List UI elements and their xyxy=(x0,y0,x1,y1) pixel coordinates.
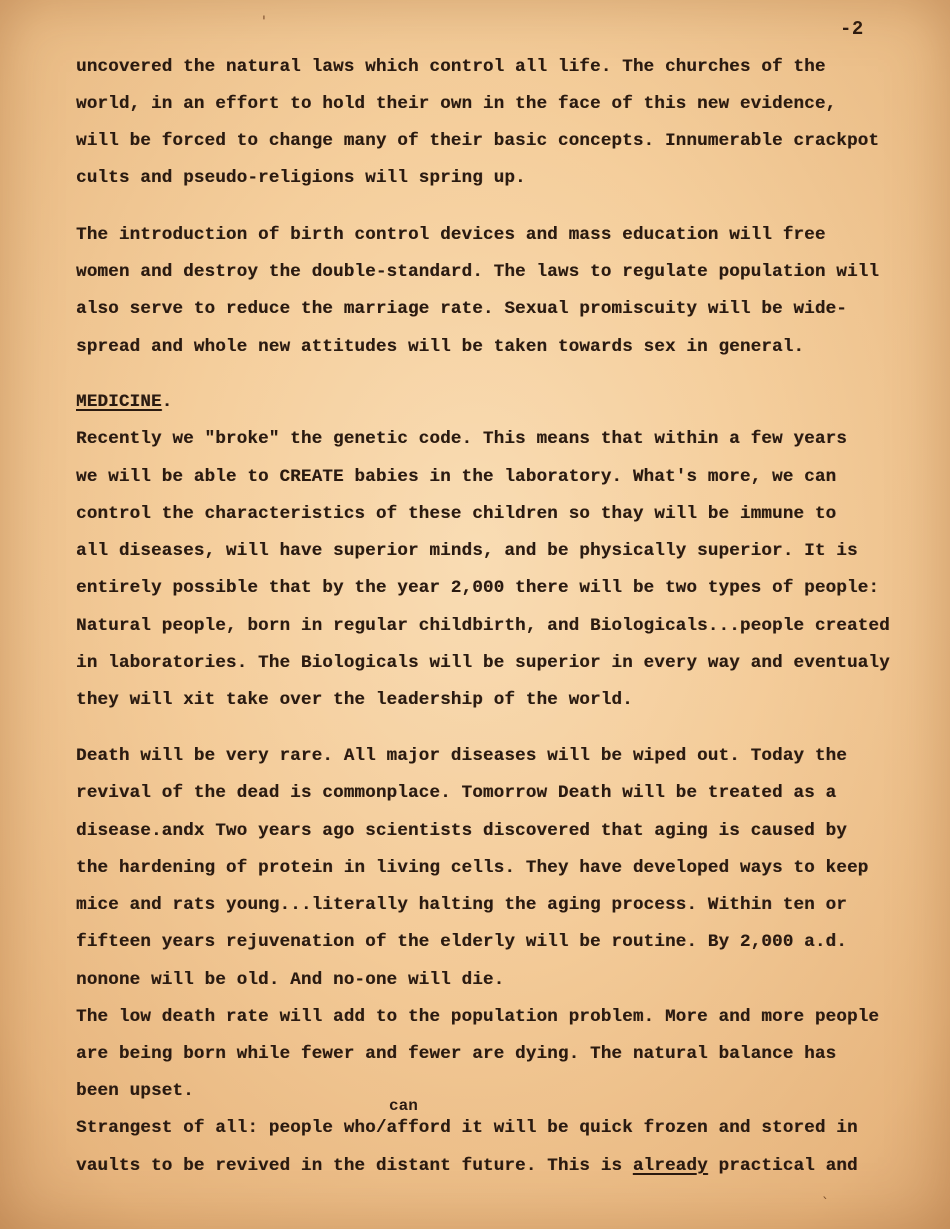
paragraph-3-line-4: all diseases, will have superior minds, and be physically superior. It is xyxy=(76,541,858,561)
paragraph-4-line-1: Death will be very rare. All major diseases will be wiped out. Today the xyxy=(76,746,847,766)
paragraph-1-line-3: will be forced to change many of their basic concepts. Innumerable crackpot xyxy=(76,131,880,151)
paragraph-2-line-2: women and destroy the double-standard. The laws to regulate population will xyxy=(76,262,880,282)
paragraph-3-line-5: entirely possible that by the year 2,000 there will be two types of people: xyxy=(76,578,880,598)
section-heading xyxy=(76,391,172,413)
paragraph-3-line-7: in laboratories. The Biologicals will be superior in every way and eventualy xyxy=(76,653,890,673)
paragraph-1-line-2: world, in an effort to hold their own in the face of this new evidence, xyxy=(76,94,837,114)
paper-speck: ` xyxy=(822,1196,829,1212)
paragraph-2-line-4: spread and whole new attitudes will be taken towards sex in general. xyxy=(76,337,805,357)
paragraph-4-line-4: the hardening of protein in living cells. They have developed ways to keep xyxy=(76,858,869,878)
paragraph-3-line-2: we will be able to CREATE babies in the laboratory. What's more, we can xyxy=(76,467,837,487)
page-number: -2 xyxy=(840,18,864,40)
paragraph-6-line-2-start: vaults to be revived in the distant future. This is xyxy=(76,1156,633,1176)
paragraph-6-line-2 xyxy=(76,1155,858,1177)
paragraph-5-line-2: are being born while fewer and fewer are dying. The natural balance has xyxy=(76,1044,837,1064)
paragraph-6-line-2-end: practical and xyxy=(707,1156,858,1176)
paragraph-6-line-1: Strangest of all: people who/afford it will be quick frozen and stored in xyxy=(76,1118,858,1138)
paragraph-4-line-5: mice and rats young...literally halting the aging process. Within ten or xyxy=(76,895,847,915)
paragraph-3-line-3: control the characteristics of these children so thay will be immune to xyxy=(76,504,837,524)
paragraph-2-line-1: The introduction of birth control devices and mass education will free xyxy=(76,225,826,245)
paragraph-3-line-6: Natural people, born in regular childbirth, and Biologicals...people created xyxy=(76,616,890,636)
section-heading-title: MEDICINE xyxy=(76,392,162,412)
paragraph-1-line-4: cults and pseudo-religions will spring up. xyxy=(76,168,526,188)
paragraph-1-line-1: uncovered the natural laws which control all life. The churches of the xyxy=(76,57,826,77)
paper-speck: ' xyxy=(262,14,266,30)
section-heading-period: . xyxy=(161,392,173,412)
paragraph-4-line-3: disease.andx Two years ago scientists discovered that aging is caused by xyxy=(76,821,847,841)
paragraph-3-line-8: they will xit take over the leadership of the world. xyxy=(76,690,633,710)
emphasized-word: already xyxy=(632,1156,708,1176)
paragraph-5-line-1: The low death rate will add to the population problem. More and more people xyxy=(76,1007,880,1027)
paragraph-4-line-6: fifteen years rejuvenation of the elderly will be routine. By 2,000 a.d. xyxy=(76,932,847,952)
paragraph-2-line-3: also serve to reduce the marriage rate. Sexual promiscuity will be wide- xyxy=(76,299,847,319)
paragraph-3-line-1: Recently we "broke" the genetic code. This means that within a few years xyxy=(76,429,847,449)
paragraph-4-line-7: nonone will be old. And no-one will die. xyxy=(76,970,505,990)
interlinear-insertion: can xyxy=(389,1097,418,1115)
paragraph-4-line-2: revival of the dead is commonplace. Tomorrow Death will be treated as a xyxy=(76,783,837,803)
paragraph-5-line-3: been upset. xyxy=(76,1081,194,1101)
